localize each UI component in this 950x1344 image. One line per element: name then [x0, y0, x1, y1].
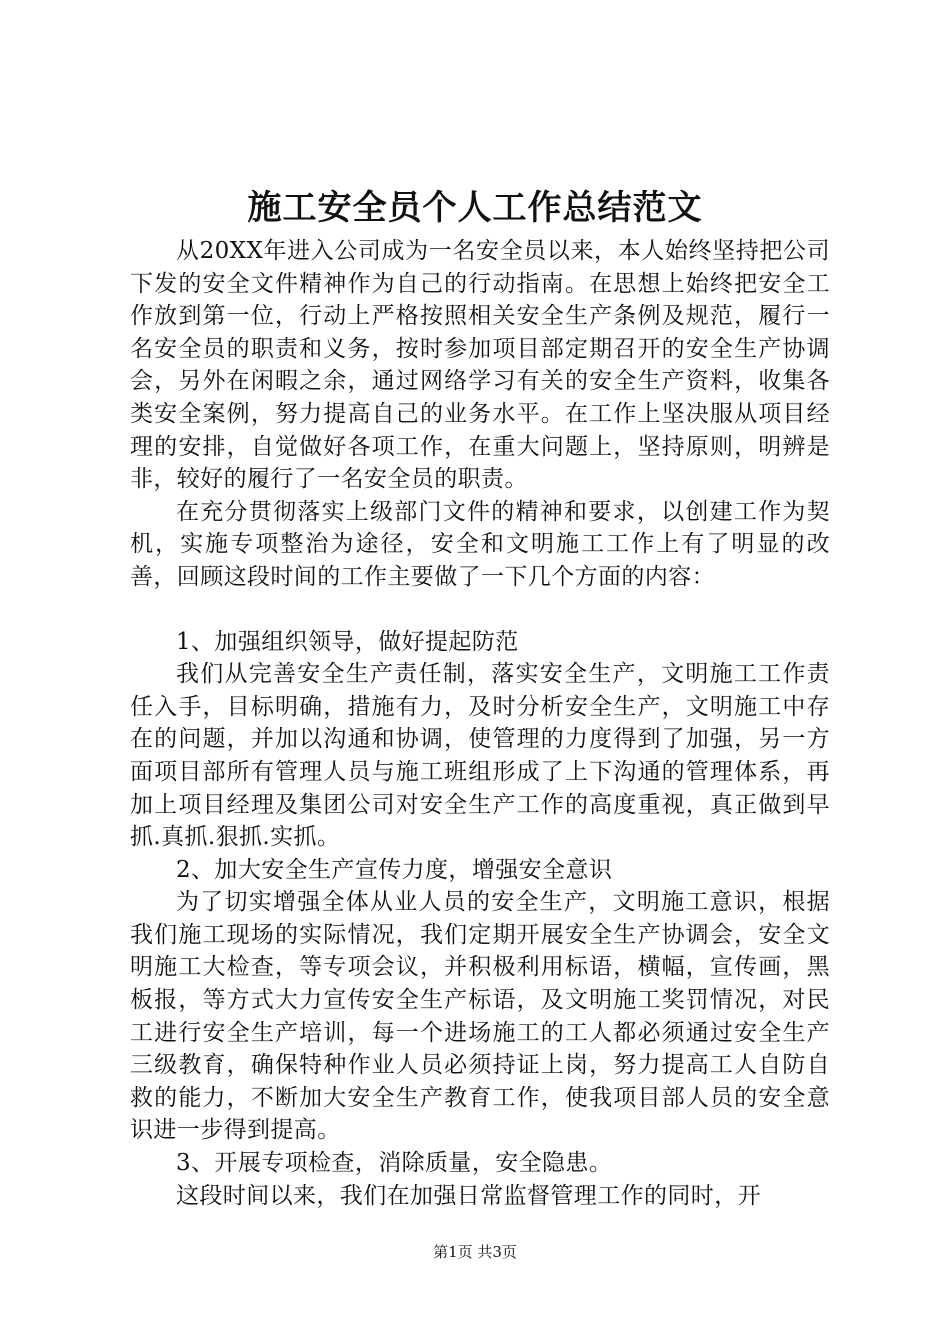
- section-1-text: 我们从完善安全生产责任制，落实安全生产，文明施工工作责任入手，目标明确，措施有力，及时分析安全生产，文明施工中存在的问题，并加以沟通和协调，使管理的力度得到了加强，另一方面项目部所有管理人员与施工班组形成了上下沟通的管理体系，再加上项目经理及集团公司对安全生产工作的高度重视，真正做到早抓.真抓.狠抓.实抓。: [130, 661, 830, 851]
- section-2-heading: 2、加大安全生产宣传力度，增强安全意识: [176, 856, 613, 883]
- section-1-heading: 1、加强组织领导，做好提起防范: [176, 628, 519, 655]
- section-2-text: 为了切实增强全体从业人员的安全生产，文明施工意识，根据我们施工现场的实际情况，我们定期开展安全生产协调会，安全文明施工大检查，等专项会议，并积极利用标语，横幅，宣传画，黑板报，等方式大力宣传安全生产标语，及文明施工奖罚情况，对民工进行安全生产培训，每一个进场施工的工人都必须通过安全生产三级教育，确保特种作业人员必须持证上岗，努力提高工人自防自救的能力，不断加大安全生产教育工作，使我项目部人员的安全意识进一步得到提高。: [130, 889, 830, 1144]
- section-3-text: 这段时间以来，我们在加强日常监督管理工作的同时，开: [176, 1182, 761, 1209]
- document-title: 施工安全员个人工作总结范文: [247, 188, 703, 228]
- page-footer: 第1页 共3页: [433, 1243, 517, 1261]
- section-3-heading: 3、开展专项检查，消除质量，安全隐患。: [176, 1150, 613, 1177]
- paragraph-spacer: [130, 594, 830, 626]
- intro-paragraph-2: 在充分贯彻落实上级部门文件的精神和要求，以创建工作为契机，实施专项整治为途径，安全和文明施工工作上有了明显的改善，回顾这段时间的工作主要做了一下几个方面的内容：: [130, 498, 830, 590]
- document-body: [130, 235, 830, 1212]
- intro-paragraph-1: 从20XX年进入公司成为一名安全员以来，本人始终坚持把公司下发的安全文件精神作为自己的行动指南。在思想上始终把安全工作放到第一位，行动上严格按照相关安全生产条例及规范，履行一名安全员的职责和义务，按时参加项目部定期召开的安全生产协调会，另外在闲暇之余，通过网络学习有关的安全生产资料，收集各类安全案例，努力提高自己的业务水平。在工作上坚决服从项目经理的安排，自觉做好各项工作，在重大问题上，坚持原则，明辨是非，较好的履行了一名安全员的职责。: [130, 238, 830, 493]
